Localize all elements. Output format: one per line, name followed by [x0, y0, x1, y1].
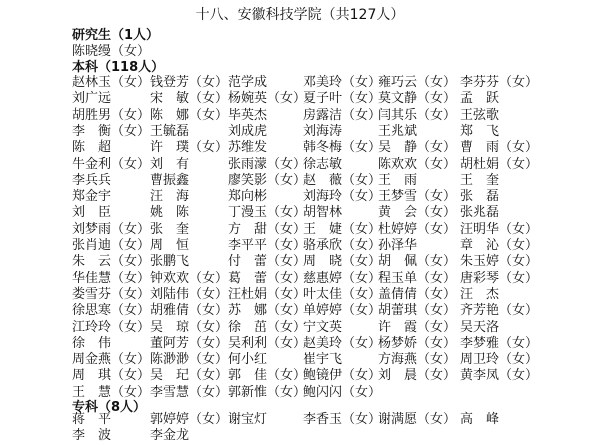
name-entry: 郭 佳（女） [228, 368, 307, 384]
name-entry: 雍巧云（女） [378, 75, 457, 90]
name-entry: 夏子叶（女） [303, 91, 382, 107]
name-entry: 姚 陈 [150, 205, 190, 221]
name-entry: 徐思寒（女） [72, 303, 151, 319]
name-entry: 王兆斌 [378, 123, 418, 139]
name-entry: 许 霞（女） [378, 319, 457, 335]
table-row [0, 237, 600, 255]
name-entry: 周卫玲（女） [460, 352, 539, 368]
table-row [0, 302, 600, 320]
name-entry: 胡 佩（女） [378, 254, 457, 270]
name-entry: 刘海涛 [303, 123, 343, 139]
name-entry: 谢满愿（女） [378, 412, 457, 427]
name-entry: 周 琪（女） [72, 368, 151, 384]
table-row [0, 270, 600, 288]
name-entry: 牛金利（女） [72, 156, 151, 172]
name-entry: 胡杜娟（女） [460, 156, 539, 172]
name-entry: 张肖迪（女） [72, 238, 151, 253]
name-entry: 韩冬梅（女） [303, 140, 382, 156]
name-entry: 刘 有 [150, 156, 190, 172]
table-row [0, 156, 600, 174]
name-entry: 吴 琼（女） [150, 319, 229, 335]
name-entry: 周金燕（女） [72, 352, 151, 368]
name-entry: 胡雅倩（女） [150, 303, 229, 319]
name-entry: 廖笑影（女） [228, 172, 307, 188]
name-entry: 谢宝灯 [228, 412, 268, 427]
name-entry: 吴 静（女） [378, 140, 457, 156]
page-title: 十八、安徽科技学院（共127人） [195, 7, 405, 23]
name-entry: 王 婕（女） [303, 221, 382, 237]
name-entry: 赵 薇（女） [303, 172, 382, 188]
table-row [0, 188, 600, 206]
name-entry: 李金龙 [150, 428, 190, 443]
table-row [0, 335, 600, 353]
name-entry: 胡胜男（女） [72, 107, 151, 123]
table-row [0, 172, 600, 190]
name-entry: 宋 敏（女） [150, 91, 229, 107]
name-entry: 张雨濛（女） [228, 156, 307, 172]
name-entry: 胡智林 [303, 205, 343, 221]
name-entry: 杨婉英（女） [228, 91, 307, 107]
name-entry: 郑金宇 [72, 189, 112, 205]
name-entry: 葛 蕾（女） [228, 270, 307, 286]
name-entry: 吴利利（女） [228, 335, 307, 351]
name-entry: 周 恒 [150, 238, 190, 253]
name-entry: 徐 茁（女） [228, 319, 307, 335]
name-entry: 郭婷婷（女） [150, 412, 229, 427]
name-entry: 赵美玲（女） [303, 335, 382, 351]
name-entry: 陈欢欢（女） [378, 156, 457, 172]
name-entry: 刘陆伟（女） [150, 286, 229, 302]
name-entry: 刘梦雨（女） [72, 221, 151, 237]
name-entry: 张 磊 [460, 189, 500, 205]
name-entry: 胡蕾琪（女） [378, 303, 457, 319]
table-row [0, 74, 600, 92]
name-entry: 蒋 平 [72, 412, 112, 427]
name-entry: 苏 娜（女） [228, 303, 307, 319]
section-heading-undergraduate: 本科（118人） [72, 60, 165, 75]
name-entry: 丁漫玉（女） [228, 205, 307, 221]
name-entry: 邓美玲（女） [303, 75, 382, 90]
name-entry: 李梦雅（女） [460, 335, 539, 351]
name-entry: 汪 杰 [460, 286, 500, 302]
name-entry: 曹 雨（女） [460, 140, 539, 156]
name-entry: 苏维发 [228, 140, 268, 156]
name-entry: 吴天洛 [460, 319, 500, 335]
name-entry: 章 沁（女） [460, 238, 539, 253]
table-row [0, 384, 600, 402]
name-entry: 李 波 [72, 428, 112, 443]
name-entry: 王毓磊 [150, 123, 190, 139]
name-entry: 陈渺渺（女） [150, 352, 229, 368]
name-entry: 钱登芳（女） [150, 75, 229, 90]
name-entry: 张 奎 [150, 221, 190, 237]
table-row [0, 253, 600, 271]
table-row [0, 286, 600, 304]
table-row [0, 427, 600, 445]
name-entry: 孙泽华 [378, 238, 418, 253]
name-entry: 闫其乐（女） [378, 107, 457, 123]
name-entry: 房露洁（女） [303, 107, 382, 123]
name-entry: 齐芳艳（女） [460, 303, 539, 319]
section-heading-junior-college: 专科（8人） [72, 400, 147, 415]
name-entry: 赵林玉（女） [72, 75, 151, 90]
name-entry: 杨梦娇（女） [378, 335, 457, 351]
name-entry: 华佳慧（女） [72, 270, 151, 286]
name-entry: 骆承欣（女） [303, 238, 382, 253]
name-entry: 汪 海 [150, 189, 190, 205]
name-entry: 刘海玲（女） [303, 189, 382, 205]
name-entry: 王 雨 [378, 172, 418, 188]
section-heading-graduate: 研究生（1人） [72, 28, 160, 43]
name-entry: 鲍镜伊（女） [303, 368, 382, 384]
name-entry: 方 甜（女） [228, 221, 307, 237]
name-entry: 毕英杰 [228, 107, 268, 123]
name-entry: 陈 超 [72, 140, 112, 156]
name-entry: 徐志敏 [303, 156, 343, 172]
name-entry: 莫文静（女） [378, 91, 457, 107]
graduate-name: 陈晓缦（女） [72, 44, 151, 59]
name-entry: 刘 臣 [72, 205, 112, 221]
name-entry: 朱玉婷（女） [460, 254, 539, 270]
name-entry: 郑 飞 [460, 123, 500, 139]
name-entry: 周 晓（女） [303, 254, 382, 270]
name-entry: 李雪慧（女） [150, 384, 229, 400]
name-entry: 曹振鑫 [150, 172, 190, 188]
name-entry: 汪杜娟（女） [228, 286, 307, 302]
name-entry: 付 蕾（女） [228, 254, 307, 270]
name-entry: 董阿芳（女） [150, 335, 229, 351]
name-entry: 张鹏飞 [150, 254, 190, 270]
name-entry: 张兆磊 [460, 205, 500, 221]
name-entry: 王 慧（女） [72, 384, 151, 400]
name-entry: 鲍闪闪（女） [303, 384, 382, 400]
name-entry: 刘 晨（女） [378, 368, 457, 384]
name-entry: 高 峰 [460, 412, 500, 427]
table-row [0, 319, 600, 337]
name-entry: 盖倩倩（女） [378, 286, 457, 302]
name-entry: 单婷婷（女） [303, 303, 382, 319]
name-entry: 娄雪芬（女） [72, 286, 151, 302]
table-row [0, 221, 600, 239]
name-entry: 王梦雪（女） [378, 189, 457, 205]
name-entry: 王弦歌 [460, 107, 500, 123]
name-entry: 江玲玲（女） [72, 319, 151, 335]
name-entry: 李平平（女） [228, 238, 307, 253]
name-entry: 杜婷婷（女） [378, 221, 457, 237]
name-entry: 刘成虎 [228, 123, 268, 139]
name-entry: 黄 会（女） [378, 205, 457, 221]
name-entry: 范学成 [228, 75, 268, 90]
name-entry: 刘广远 [72, 91, 112, 107]
table-row [0, 351, 600, 369]
name-entry: 唐彩琴（女） [460, 270, 539, 286]
name-entry: 程玉单（女） [378, 270, 457, 286]
name-entry: 方海燕（女） [378, 352, 457, 368]
name-entry: 郑向彬 [228, 189, 268, 205]
name-entry: 孟 跃 [460, 91, 500, 107]
name-entry: 黄李凤（女） [460, 368, 539, 384]
name-entry: 王 奎 [460, 172, 500, 188]
table-row [0, 90, 600, 108]
name-entry: 陈 娜（女） [150, 107, 229, 123]
name-entry: 何小红 [228, 352, 268, 368]
table-row [0, 204, 600, 222]
table-row [0, 123, 600, 141]
name-entry: 许 璞（女） [150, 140, 229, 156]
name-entry: 李香玉（女） [303, 412, 382, 427]
name-entry: 李芬芬（女） [460, 75, 539, 90]
name-entry: 宁文英 [303, 319, 343, 335]
name-entry: 朱 云（女） [72, 254, 151, 270]
table-row [0, 139, 600, 157]
name-entry: 李兵兵 [72, 172, 112, 188]
name-entry: 慈惠婷（女） [303, 270, 382, 286]
name-entry: 李 衡（女） [72, 123, 151, 139]
name-entry: 吴 玘（女） [150, 368, 229, 384]
name-entry: 崔宇飞 [303, 352, 343, 368]
name-entry: 徐 伟 [72, 335, 112, 351]
name-entry: 汪明华（女） [460, 221, 539, 237]
name-entry: 郭新惟（女） [228, 384, 307, 400]
name-entry: 叶太佳（女） [303, 286, 382, 302]
table-row [0, 367, 600, 385]
table-row [0, 107, 600, 125]
name-entry: 钟欢欢（女） [150, 270, 229, 286]
